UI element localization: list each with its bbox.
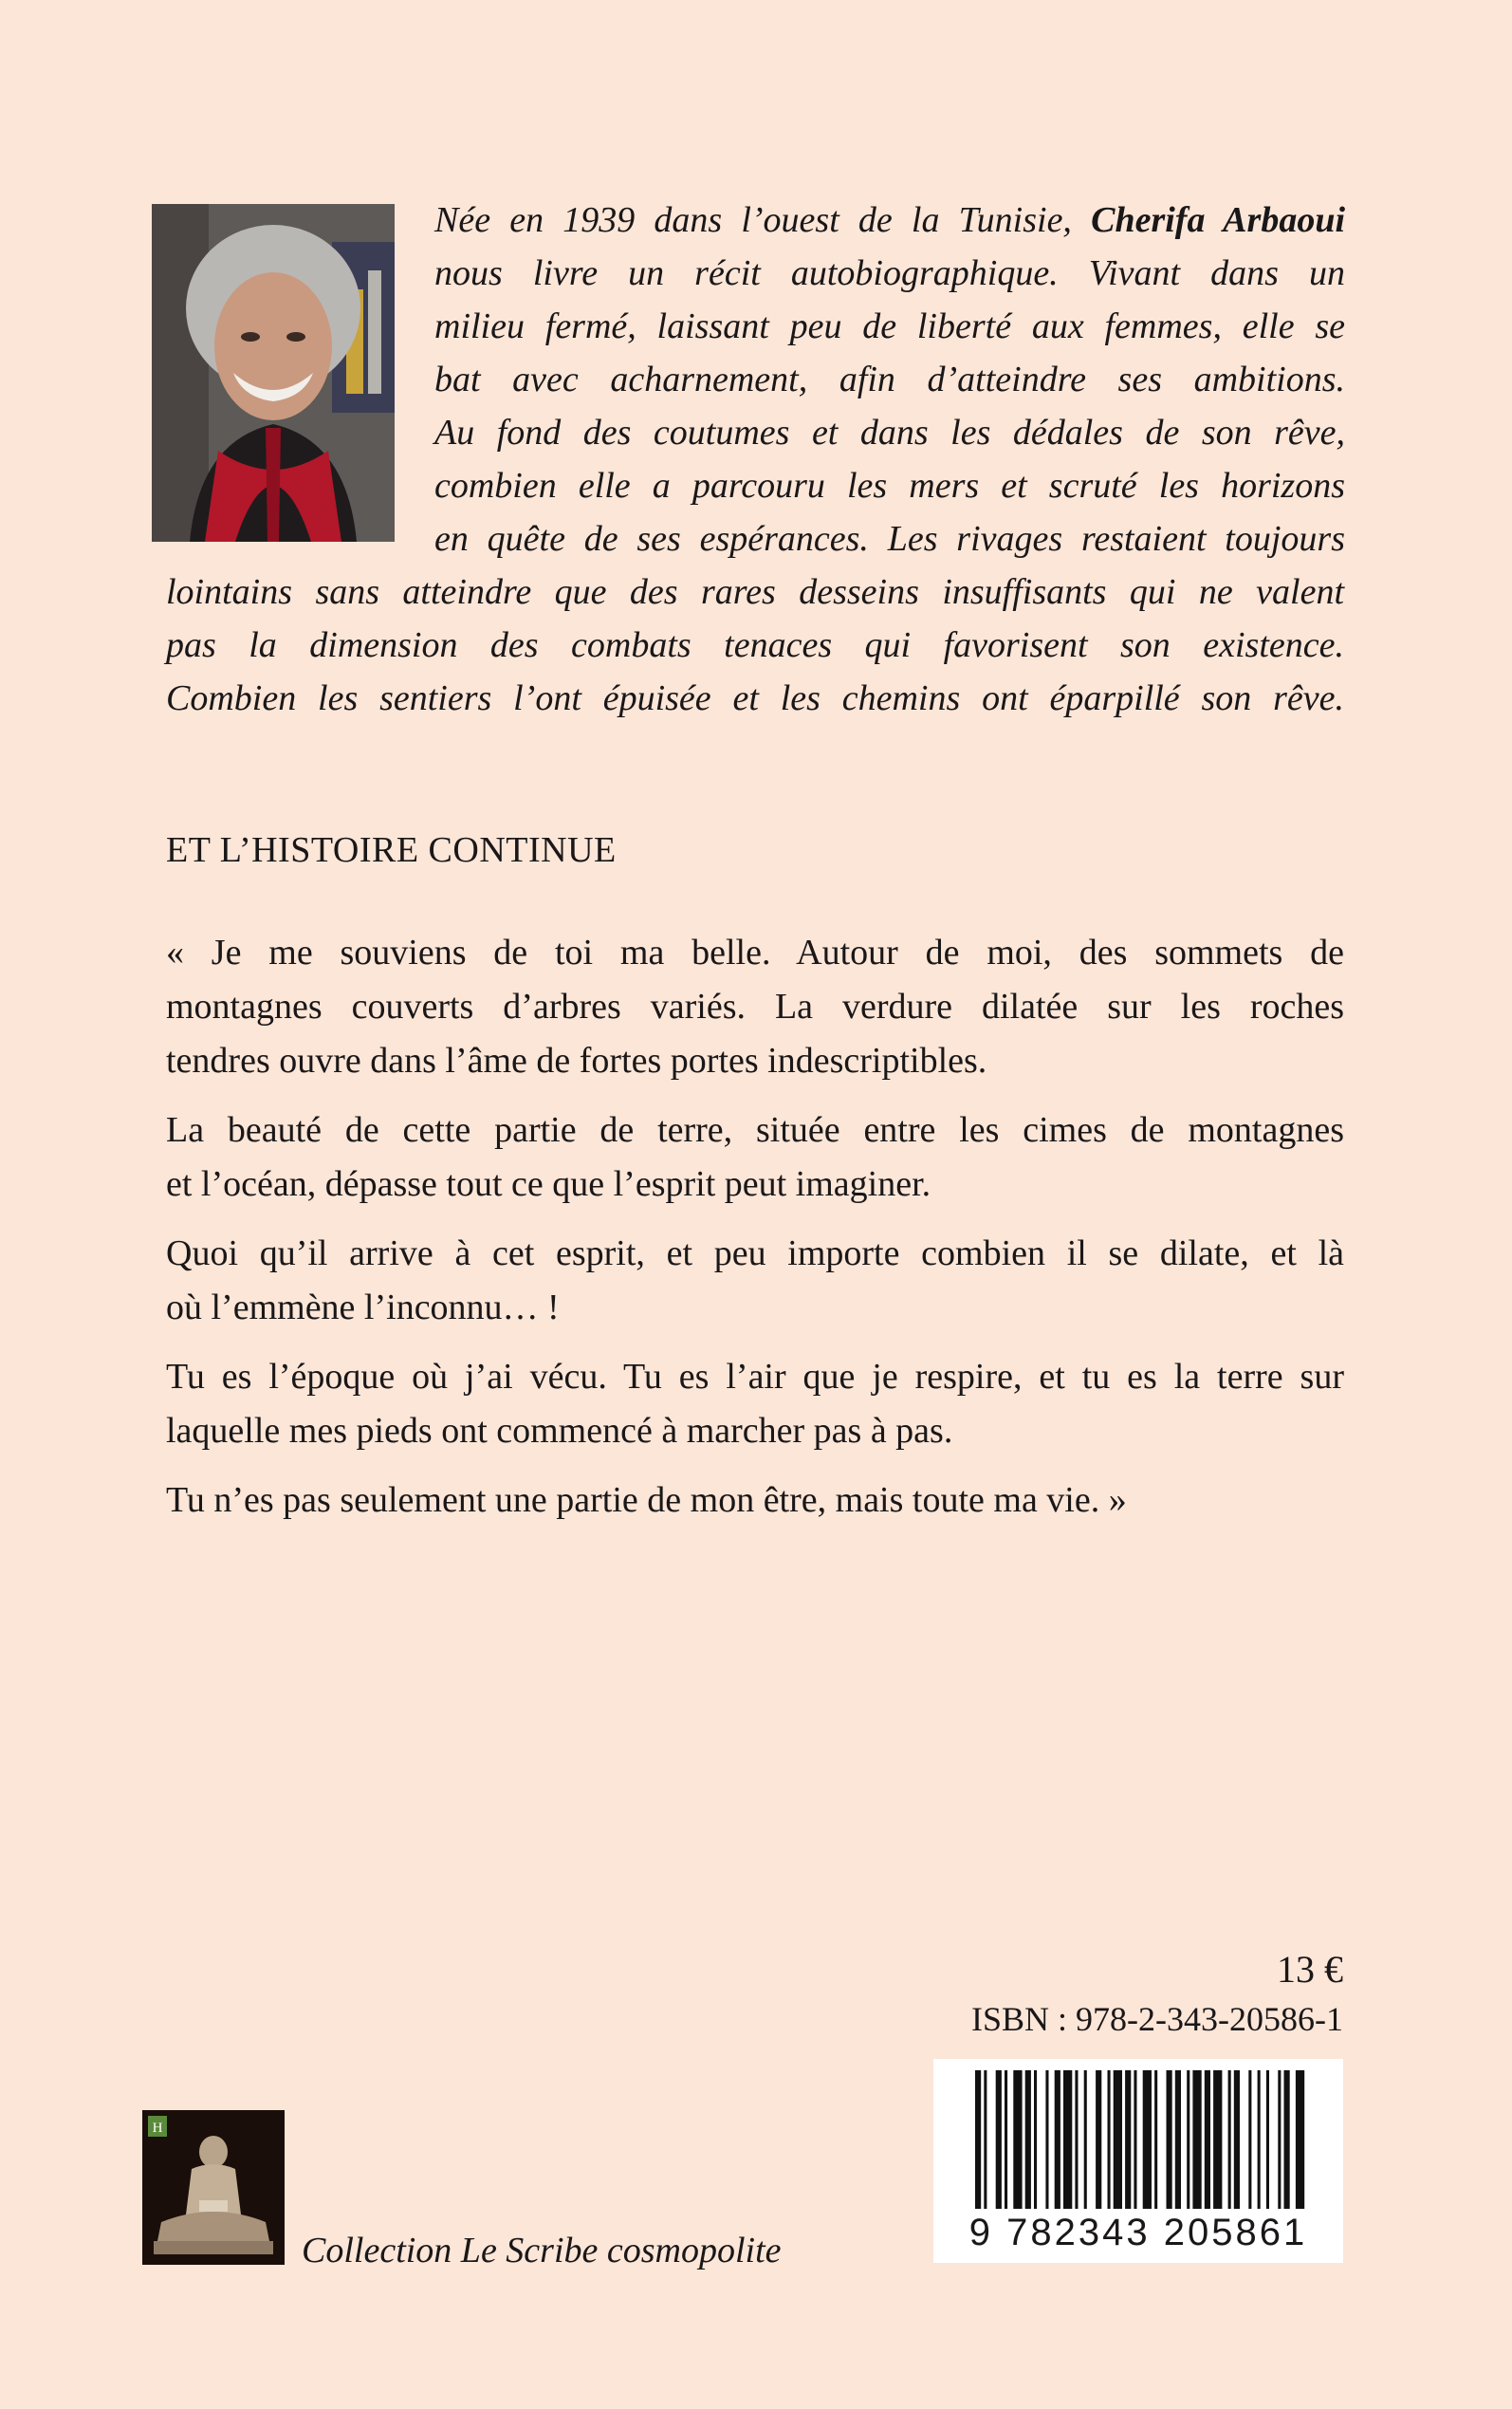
bio-line-5: Au fond des coutumes et dans les dédales de son rêve, bbox=[434, 413, 1345, 453]
barcode-bar bbox=[1063, 2070, 1072, 2209]
excerpt-paragraph-4 bbox=[166, 1350, 1344, 1458]
bio-paragraph-bottom bbox=[166, 565, 1344, 725]
barcode-bar bbox=[1055, 2070, 1060, 2209]
bio-line-8: lointains sans atteindre que des rares desseins insuffisants qui ne valent bbox=[166, 572, 1344, 612]
excerpt-line: La beauté de cette partie de terre, située entre les cimes de montagnes bbox=[166, 1110, 1344, 1150]
bio-line-9: pas la dimension des combats tenaces qui favorisent son existence. bbox=[166, 625, 1344, 665]
barcode-bar bbox=[1234, 2070, 1240, 2209]
bio-line-1-text: Née en 1939 dans l’ouest de la Tunisie, bbox=[434, 200, 1072, 240]
excerpt-line: Tu es l’époque où j’ai vécu. Tu es l’air que je respire, et tu es la terre sur bbox=[166, 1357, 1344, 1397]
bio-line-7: en quête de ses espérances. Les rivages restaient toujours bbox=[434, 519, 1345, 559]
barcode-bar bbox=[996, 2070, 1002, 2209]
logo-mark: H bbox=[152, 2121, 163, 2136]
isbn: ISBN : 978-2-343-20586-1 bbox=[971, 2000, 1343, 2038]
barcode-digits: 9 782343 205861 bbox=[968, 2212, 1308, 2253]
excerpt-paragraph-1 bbox=[166, 926, 1344, 1088]
excerpt-line: laquelle mes pieds ont commencé à marcher pas à pas. bbox=[166, 1411, 953, 1451]
excerpt-paragraph-2 bbox=[166, 1103, 1344, 1212]
barcode-bar bbox=[1284, 2070, 1290, 2209]
bio-line-6: combien elle a parcouru les mers et scruté les horizons bbox=[434, 466, 1345, 506]
bio-line-2: nous livre un récit autobiographique. Vivant dans un bbox=[434, 253, 1345, 293]
barcode-bar bbox=[1025, 2070, 1031, 2209]
excerpt-paragraph-5 bbox=[166, 1473, 1344, 1528]
excerpt-line: « Je me souviens de toi ma belle. Autour de moi, des sommets de bbox=[166, 933, 1344, 973]
barcode-bar bbox=[1296, 2070, 1304, 2209]
barcode-bar bbox=[1205, 2070, 1210, 2209]
barcode-bar bbox=[1213, 2070, 1222, 2209]
excerpt-line: tendres ouvre dans l’âme de fortes portes indescriptibles. bbox=[166, 1041, 987, 1081]
barcode bbox=[933, 2059, 1343, 2263]
barcode-bar bbox=[1143, 2070, 1152, 2209]
barcode-bar bbox=[1045, 2070, 1048, 2209]
author-portrait-image bbox=[152, 204, 395, 542]
excerpt-paragraph-3 bbox=[166, 1227, 1344, 1335]
barcode-bar bbox=[1167, 2070, 1172, 2209]
barcode-bar bbox=[1005, 2070, 1007, 2209]
collection-logo bbox=[142, 2110, 285, 2265]
bio-line-3: milieu fermé, laissant peu de liberté aux femmes, elle se bbox=[434, 306, 1345, 346]
section-title: ET L’HISTOIRE CONTINUE bbox=[166, 830, 617, 870]
barcode-bar bbox=[1108, 2070, 1111, 2209]
barcode-bar bbox=[1034, 2070, 1037, 2209]
excerpt-line: Quoi qu’il arrive à cet esprit, et peu importe combien il se dilate, et là bbox=[166, 1233, 1344, 1273]
barcode-bar bbox=[1084, 2070, 1087, 2209]
barcode-bar bbox=[1154, 2070, 1157, 2209]
scribe-statue-image bbox=[142, 2110, 285, 2265]
barcode-bar bbox=[1013, 2070, 1022, 2209]
bio-line-4: bat avec acharnement, afin d’atteindre ses ambitions. bbox=[434, 360, 1345, 399]
barcode-bar bbox=[1175, 2070, 1181, 2209]
barcode-bar bbox=[975, 2070, 981, 2209]
excerpt-line: montagnes couverts d’arbres variés. La verdure dilatée sur les roches bbox=[166, 987, 1344, 1027]
barcode-bar bbox=[1258, 2070, 1261, 2209]
barcode-bar bbox=[1192, 2070, 1201, 2209]
barcode-bar bbox=[1096, 2070, 1101, 2209]
bio-line-1 bbox=[434, 194, 1345, 247]
barcode-bar bbox=[1187, 2070, 1189, 2209]
barcode-bar bbox=[1125, 2070, 1131, 2209]
barcode-bar bbox=[1114, 2070, 1122, 2209]
excerpt-line: Tu n’es pas seulement une partie de mon être, mais toute ma vie. » bbox=[166, 1480, 1127, 1520]
excerpt-line: et l’océan, dépasse tout ce que l’esprit peut imaginer. bbox=[166, 1164, 931, 1204]
barcode-bar bbox=[984, 2070, 986, 2209]
price: 13 € bbox=[1277, 1948, 1343, 1991]
excerpt bbox=[166, 926, 1344, 1543]
excerpt-line: où l’emmène l’inconnu… ! bbox=[166, 1288, 560, 1327]
barcode-bar bbox=[1075, 2070, 1078, 2209]
author-photo bbox=[152, 204, 395, 542]
barcode-bar bbox=[1134, 2070, 1136, 2209]
collection-name: Collection Le Scribe cosmopolite bbox=[302, 2231, 782, 2270]
barcode-bars bbox=[933, 2059, 1343, 2211]
author-name: Cherifa Arbaoui bbox=[1091, 200, 1346, 240]
barcode-bar bbox=[1228, 2070, 1231, 2209]
bio-line-10: Combien les sentiers l’ont épuisée et les chemins ont éparpillé son rêve. bbox=[166, 678, 1344, 718]
barcode-bar bbox=[1266, 2070, 1269, 2209]
barcode-bar bbox=[1248, 2070, 1251, 2209]
bio-paragraph-top bbox=[434, 194, 1345, 565]
barcode-bar bbox=[1278, 2070, 1281, 2209]
